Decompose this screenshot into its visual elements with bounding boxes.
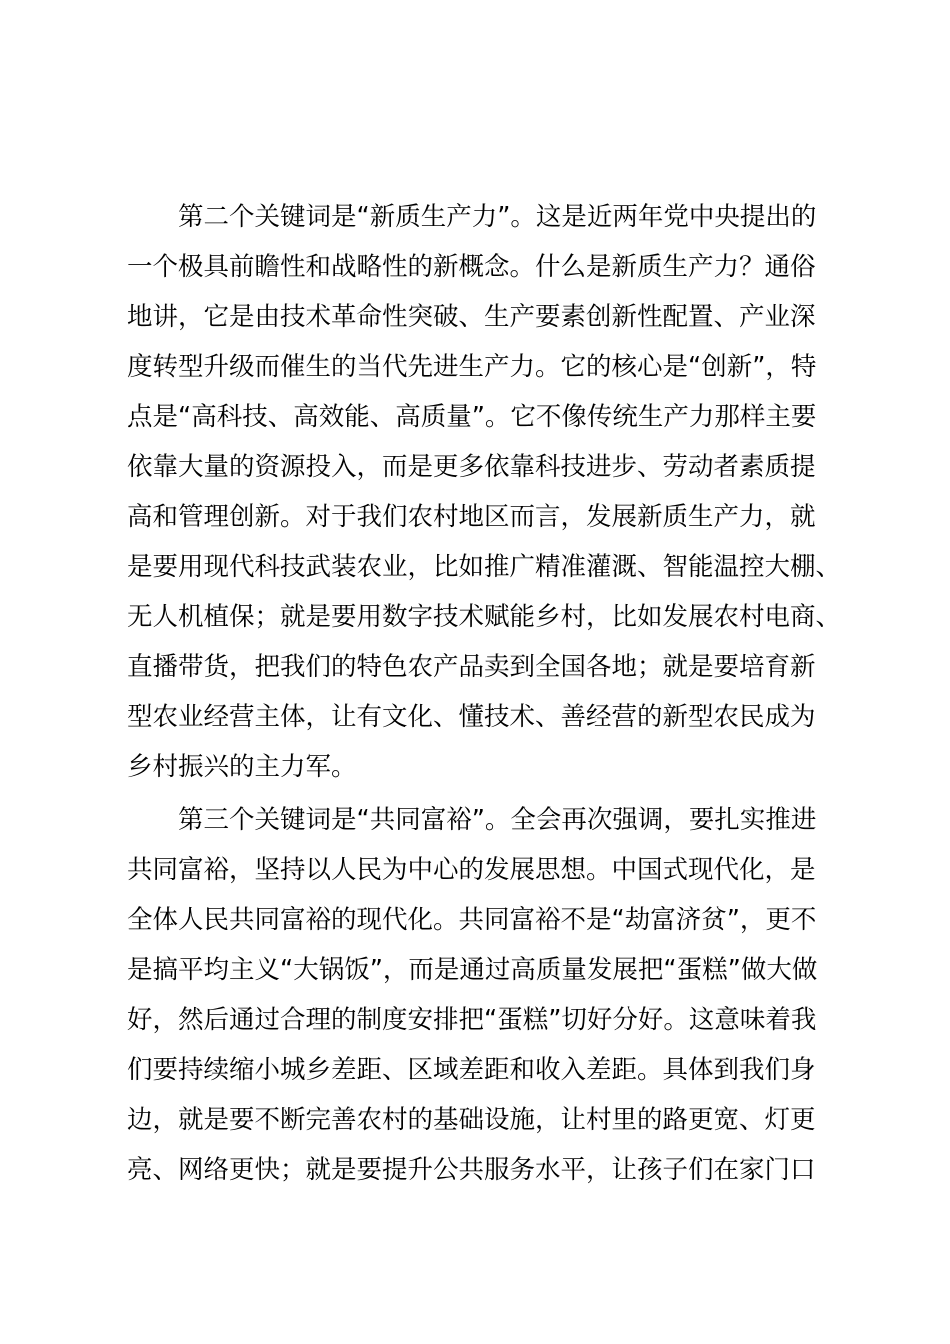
document-body	[127, 192, 842, 1195]
text-line: 共同富裕，坚持以人民为中心的发展思想。中国式现代化，是	[127, 855, 816, 885]
text-line: 们要持续缩小城乡差距、区域差距和收入差距。具体到我们身	[127, 1055, 816, 1085]
text-line: 好，然后通过合理的制度安排把“蛋糕”切好分好。这意味着我	[127, 1005, 817, 1035]
text-line: 第三个关键词是“共同富裕”。全会再次强调，要扎实推进	[178, 805, 817, 835]
text-line: 亮、网络更快；就是要提升公共服务水平，让孩子们在家门口	[127, 1155, 816, 1185]
text-line: 点是“高科技、高效能、高质量”。它不像传统生产力那样主要	[127, 402, 817, 432]
text-line: 无人机植保；就是要用数字技术赋能乡村，比如发展农村电商、	[127, 602, 842, 632]
text-line: 直播带货，把我们的特色农产品卖到全国各地；就是要培育新	[127, 652, 816, 682]
text-line: 全体人民共同富裕的现代化。共同富裕不是“劫富济贫”，更不	[127, 905, 817, 935]
text-line: 型农业经营主体，让有文化、懂技术、善经营的新型农民成为	[127, 702, 816, 732]
text-line: 边，就是要不断完善农村的基础设施，让村里的路更宽、灯更	[127, 1105, 816, 1135]
paragraph-new-productivity	[127, 192, 842, 792]
text-line: 是搞平均主义“大锅饭”，而是通过高质量发展把“蛋糕”做大做	[127, 955, 818, 985]
paragraph-common-prosperity	[127, 795, 827, 1195]
text-line: 地讲，它是由技术革命性突破、生产要素创新性配置、产业深	[127, 302, 816, 332]
text-line: 度转型升级而催生的当代先进生产力。它的核心是“创新”，特	[127, 352, 817, 382]
text-line: 一个极具前瞻性和战略性的新概念。什么是新质生产力？通俗	[127, 252, 816, 282]
text-line: 是要用现代科技武装农业，比如推广精准灌溉、智能温控大棚、	[127, 552, 842, 582]
text-line: 高和管理创新。对于我们农村地区而言，发展新质生产力，就	[127, 502, 816, 532]
text-line: 依靠大量的资源投入，而是更多依靠科技进步、劳动者素质提	[127, 452, 816, 482]
text-line: 第二个关键词是“新质生产力”。这是近两年党中央提出的	[178, 202, 817, 232]
text-line: 乡村振兴的主力军。	[127, 752, 357, 782]
